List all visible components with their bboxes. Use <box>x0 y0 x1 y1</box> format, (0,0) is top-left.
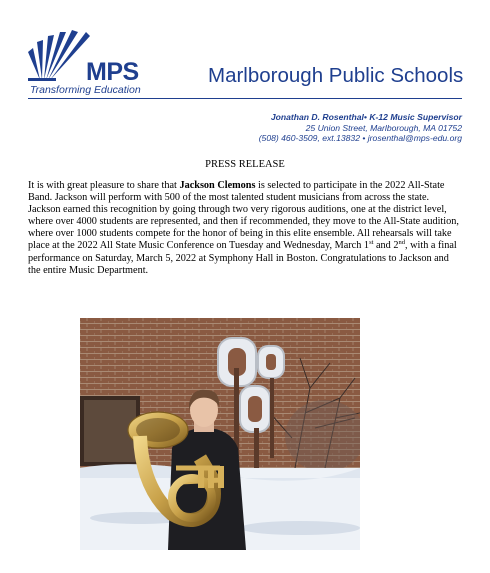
contact-name: Jonathan D. Rosenthal• K-12 Music Supervisor <box>270 112 462 122</box>
mps-logo <box>28 28 148 100</box>
ordinal-2: nd <box>398 239 405 247</box>
contact-block <box>259 112 462 144</box>
contact-address: 25 Union Street, Marlborough, MA 01752 <box>305 122 462 133</box>
logo-fan-icon <box>28 28 90 84</box>
release-text-2: and 2 <box>373 240 399 252</box>
logo-text: MPS <box>86 58 139 86</box>
ordinal-1: st <box>369 239 374 247</box>
press-release-heading: PRESS RELEASE <box>205 159 285 170</box>
release-body <box>28 180 464 277</box>
school-name: Marlborough Public Schools <box>208 64 464 87</box>
header-rule <box>28 98 462 99</box>
contact-phone-email: (508) 460-3509, ext.13832 • jrosenthal@mps-edu.org <box>258 133 462 143</box>
logo-tagline: Transforming Education <box>30 84 141 96</box>
student-photo <box>80 318 360 550</box>
release-text-3: , with a final performance on Saturday, March 5, 2022 at Symphony Hall in Boston. Congratulations to Jackson and the entire Music Department. <box>28 240 457 276</box>
release-intro: It is with great pleasure to share that <box>28 180 180 191</box>
student-name: Jackson Clemons <box>179 180 256 191</box>
release-text-1: is selected to participate in the 2022 All-State Band. Jackson will perform with 500 of the most talented student musicians from across the state. Jackson earned this recognition by going through two very rigorous auditions, one at the district level, where over 4000 students are represented, and then if recommended, they move to the All-State audition, where over 1000 students compete for the honor of being in this elite ensemble. All rehearsals will take place at the 2022 All State Music Conference on Tuesday and Wednesday, March 1 <box>28 180 459 252</box>
